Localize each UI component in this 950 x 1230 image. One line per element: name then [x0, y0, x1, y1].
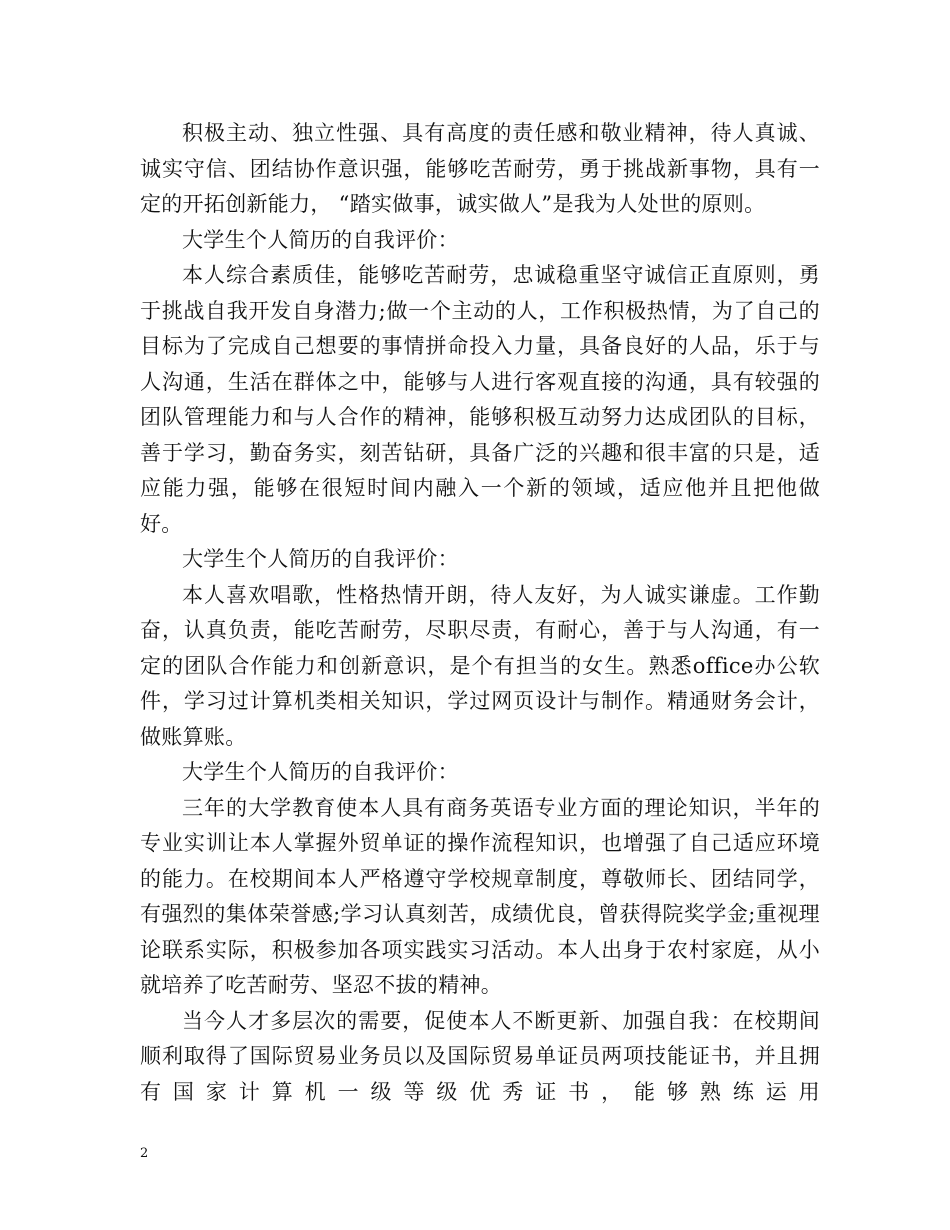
page-number: 2: [140, 1146, 149, 1161]
section-heading: 大学生个人简历的自我评价：: [182, 760, 459, 784]
section-heading: 大学生个人简历的自我评价：: [182, 227, 459, 252]
paragraph-evaluation-2: 本人喜欢唱歌，性格热情开朗，待人友好，为人诚实谦虚。工作勤奋，认真负责，能吃苦耐劳，尽职尽责，有耐心，善于与人沟通，有一定的团队合作能力和创新意识，是个有担当的女生。熟悉office办公软件，学习过计算机类相关知识，学过网页设计与制作。精通财务会计，做账算账。: [140, 582, 820, 749]
document-body: [140, 116, 820, 1110]
paragraph-evaluation-1: 本人综合素质佳，能够吃苦耐劳，忠诚稳重坚守诚信正直原则，勇于挑战自我开发自身潜力;做一个主动的人，工作积极热情，为了自己的目标为了完成自己想要的事情拼命投入力量，具备良好的人品，乐于与人沟通，生活在群体之中，能够与人进行客观直接的沟通，具有较强的团队管理能力和与人合作的精神，能够积极互动努力达成团队的目标，善于学习，勤奋务实，刻苦钻研，具备广泛的兴趣和很丰富的只是，适应能力强，能够在很短时间内融入一个新的领域，适应他并且把他做好。: [140, 263, 820, 536]
paragraph-evaluation-3: 三年的大学教育使本人具有商务英语专业方面的理论知识，半年的专业实训让本人掌握外贸单证的操作流程知识，也增强了自己适应环境的能力。在校期间本人严格遵守学校规章制度，尊敬师长、团结同学，有强烈的集体荣誉感;学习认真刻苦，成绩优良，曾获得院奖学金;重视理论联系实际，积极参加各项实践实习活动。本人出身于农村家庭，从小就培养了吃苦耐劳、坚忍不拔的精神。: [140, 795, 820, 997]
paragraph-intro: 积极主动、独立性强、具有高度的责任感和敬业精神，待人真诚、诚实守信、团结协作意识强，能够吃苦耐劳，勇于挑战新事物，具有一定的开拓创新能力， “踏实做事，诚实做人”是我为人处世的原则。: [140, 121, 820, 216]
section-heading: 大学生个人简历的自我评价：: [182, 547, 459, 571]
paragraph-evaluation-4: 当今人才多层次的需要，促使本人不断更新、加强自我：在校期间顺利取得了国际贸易业务员以及国际贸易单证员两项技能证书，并且拥有国家计算机一级等级优秀证书，能够熟练运用: [140, 1008, 820, 1104]
